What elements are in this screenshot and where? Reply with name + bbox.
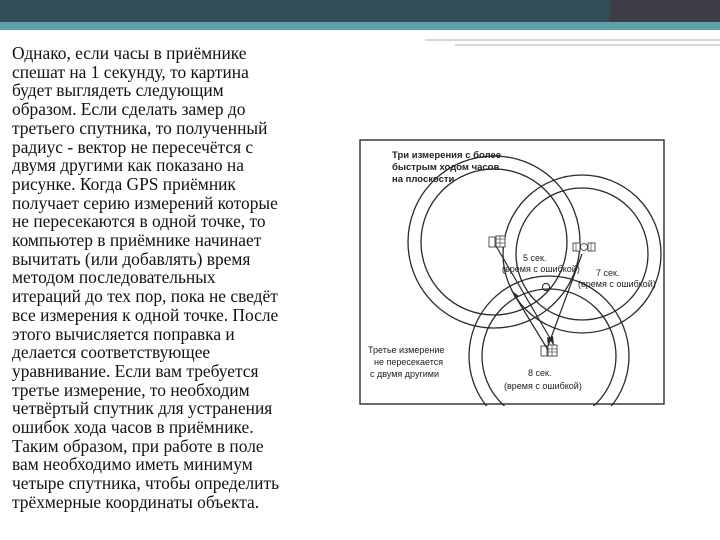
body-paragraph: Однако, если часы в приёмнике спешат на 1 секунду, то картина будет выглядеть следующим образом. Если сделать замер до третьего спутника, то полученный радиус - вектор не пересечётся с двумя другими как показано на рисунке. Когда GPS приёмник получает серию измерений которые не пересекаются в одной точке, то компьютер в приёмнике начинает вычитать (или добавлять) время методом последовательных итераций до тех пор, пока не сведёт все измерения к одной точке. После этого вычисляется поправка и делается соответствующее уравнивание. Если вам требуется третье измерение, то необходим четвёртый спутник для устранения ошибок хода часов в приёмнике. Таким образом, при работе в поле вам необходимо иметь минимум четыре спутника, чтобы определить трёхмерные координаты объекта. — [12, 43, 280, 512]
caption-top-line-2: быстрым ходом часов — [392, 162, 500, 173]
satellite-icon-1 — [489, 236, 505, 247]
gps-clock-error-diagram — [356, 138, 666, 406]
sat2-note: (время с ошибкой) — [578, 279, 656, 289]
sat1-note: (время с ошибкой) — [502, 264, 580, 274]
header-band-corner — [610, 0, 720, 22]
satellite-icon-2 — [573, 243, 595, 251]
decorative-lines — [425, 36, 720, 50]
circles-diagram-svg — [356, 138, 666, 406]
sat3-note: (время с ошибкой) — [504, 381, 582, 391]
caption-bottom-line-1: Третье измерение — [368, 345, 445, 355]
caption-bottom-line-3: с двумя другими — [370, 369, 439, 379]
sat2-seconds: 7 сек. — [596, 268, 620, 278]
satellite-icon-3 — [541, 345, 557, 356]
sat1-seconds: 5 сек. — [523, 253, 547, 263]
caption-top-line-1: Три измерения с более — [392, 150, 502, 161]
caption-top-line-3: на плоскости — [392, 174, 455, 185]
caption-bottom-line-2: не пересекается — [374, 357, 444, 367]
accent-stripe — [0, 22, 720, 30]
radius-arrow-3 — [512, 291, 548, 350]
sat3-seconds: 8 сек. — [528, 368, 552, 378]
